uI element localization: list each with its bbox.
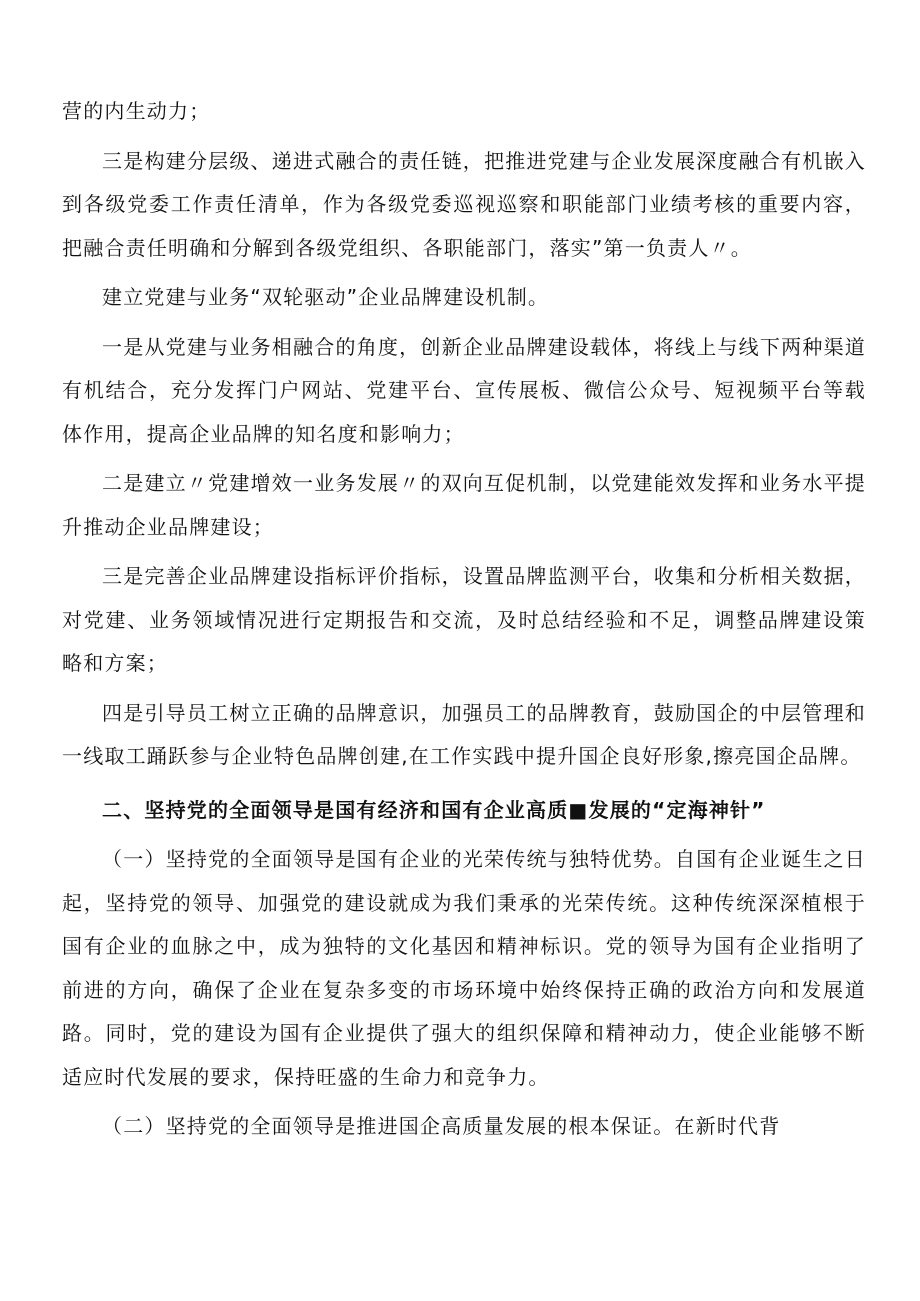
paragraph-continued: 营的内生动力； [62, 99, 211, 123]
document-page [62, 90, 866, 1149]
paragraph-point-two: 二是建立〃党建增效一业务发展〃的双向互促机制，以党建能效发挥和业务水平提升推动企业品牌建设； [62, 471, 866, 539]
paragraph-subsection-two: （二）坚持党的全面领导是推进国企高质量发展的根本保证。在新时代背 [102, 1114, 781, 1138]
paragraph-brand-mechanism: 建立党建与业务“双轮驱动”企业品牌建设机制。 [102, 285, 550, 309]
paragraph-point-one: 一是从党建与业务相融合的角度，创新企业品牌建设载体，将线上与线下两种渠道有机结合，充分发挥门户网站、党建平台、宣传展板、微信公众号、短视频平台等载体作用，提高企业品牌的知名度和影响力； [62, 334, 866, 446]
paragraph-point-four: 四是引导员工树立正确的品牌意识，加强员工的品牌教育，鼓励国企的中层管理和一线取工踊跃参与企业特色品牌创建,在工作实践中提升国企良好形象,擦亮国企品牌。 [62, 700, 866, 768]
paragraph-responsibility-chain: 三是构建分层级、递进式融合的责任链，把推进党建与企业发展深度融合有机嵌入到各级党委工作责任清单，作为各级党委巡视巡察和职能部门业绩考核的重要内容，把融合责任明确和分解到各级党组织、各职能部门，落实”第一负责人〃。 [62, 148, 866, 260]
paragraph-point-three: 三是完善企业品牌建设指标评价指标，设置品牌监测平台，收集和分析相关数据，对党建、业务领域情况进行定期报告和交流，及时总结经验和不足，调整品牌建设策略和方案； [62, 564, 866, 675]
section-heading: 二、坚持党的全面领导是国有经济和国有企业高质■发展的“定海神针” [102, 797, 766, 822]
paragraph-subsection-one: （一）坚持党的全面领导是国有企业的光荣传统与独特优势。自国有企业诞生之日起，坚持党的领导、加强党的建设就成为我们秉承的光荣传统。这种传统深深植根于国有企业的血脉之中，成为独特的文化基因和精神标识。党的领导为国有企业指明了前进的方向，确保了企业在复杂多变的市场环境中始终保持正确的政治方向和发展道路。同时，党的建设为国有企业提供了强大的组织保障和精神动力，使企业能够不断适应时代发展的要求，保持旺盛的生命力和竞争力。 [62, 847, 866, 1089]
